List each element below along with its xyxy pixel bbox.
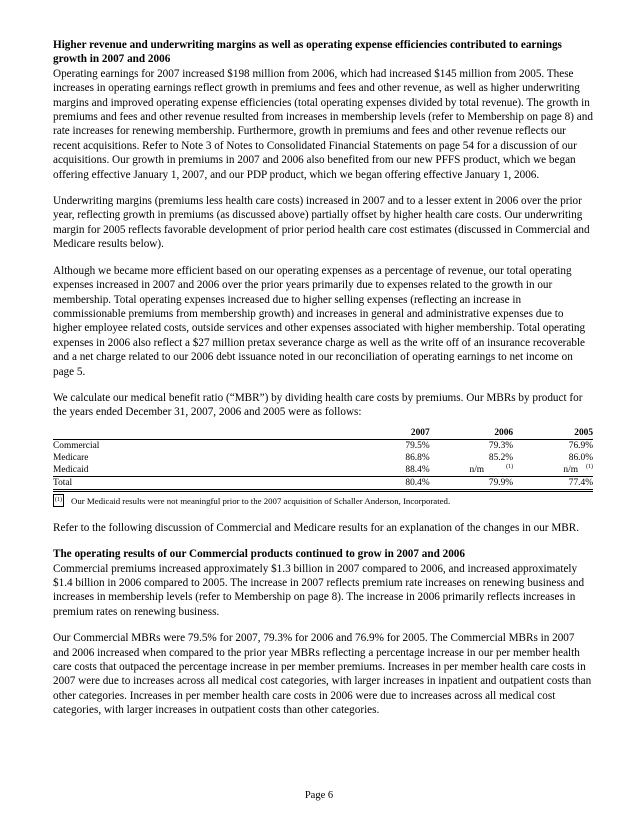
cell-2007: 86.8% — [405, 452, 430, 463]
footnote-ref: (1) — [586, 463, 593, 470]
cell-2005: 76.9% — [568, 440, 593, 451]
mbr-table — [53, 428, 593, 492]
footnote-ref: (1) — [506, 463, 514, 470]
cell-2006: 85.2% — [488, 452, 514, 463]
cell-2005-value: n/m — [563, 464, 578, 475]
paragraph-operating-expenses: Although we became more efficient based on our operating expenses as a percentage of revenue, our total operating expenses increased in 2007 and 2006 over the prior years primarily due to expenses related to the growth in our membership. Total operating expenses increased due to higher selling expenses (reflecting an increase in commissionable premiums from membership growth) and increases in general and administrative expenses due to higher employee related costs, outside services and other expenses associated with higher membership. Total operating expenses in 2006 also reflect a $27 million pretax severance charge as well as the write off of an insurance recoverable and a net charge related to our 2006 debt issuance noted in our reconciliation of operating earnings to net income on page 5. — [53, 264, 586, 378]
table-row — [53, 439, 593, 452]
cell-2007: 80.4% — [99, 476, 429, 490]
table-row — [53, 452, 593, 464]
paragraph-commercial-premiums: Commercial premiums increased approximately $1.3 billion in 2007 compared to 2006, and increased approximately $1.4 billion in 2006 compared to 2005. The increase in 2007 reflects premium rate increases on renewing business and increases in membership levels (refer to Membership on page 8). The increase in 2006 primarily reflects increases in premium rates on renewing business. — [53, 562, 585, 618]
cell-2006: 79.9% — [430, 476, 513, 490]
mbr-table-header-row — [53, 428, 593, 440]
cell-2005: 86.0% — [568, 452, 593, 463]
footnote-marker: (1) — [53, 494, 64, 507]
cell-2006: 79.3% — [488, 440, 514, 451]
header-2006: 2006 — [430, 428, 513, 440]
document-page — [53, 38, 593, 718]
paragraph-refer-discussion: Refer to the following discussion of Commercial and Medicare results for an explanation of the changes in our MBR. — [53, 521, 579, 534]
paragraph-commercial-mbrs: Our Commercial MBRs were 79.5% for 2007, 79.3% for 2006 and 76.9% for 2005. The Commercial MBRs in 2007 and 2006 increased when compared to the prior year MBRs reflecting a percentage increase in our per member health care costs that outpaced the percentage increase in per member premiums. Increases in per member health care costs in 2007 were due to increases across all medical cost categories, with larger increases in inpatient and outpatient costs than other categories. Increases in per member health care costs in 2006 were due to increases across all medical cost categories, with larger increases in outpatient costs than other categories. — [53, 632, 592, 717]
row-label: Commercial — [53, 440, 100, 451]
footnote-text: Our Medicaid results were not meaningful prior to the 2007 acquisition of Schaller Anderson, Incorporated. — [71, 495, 451, 506]
cell-2007: 88.4% — [99, 464, 429, 477]
cell-2005: 77.4% — [513, 476, 593, 490]
cell-2007: 79.5% — [405, 440, 430, 451]
section-heading-commercial: The operating results of our Commercial products continued to grow in 2007 and 2006 — [53, 548, 465, 561]
cell-2006 — [430, 464, 513, 477]
paragraph-underwriting-margins: Underwriting margins (premiums less health care costs) increased in 2007 and to a lesser extent in 2006 over the prior year, reflecting growth in premiums (as discussed above) partially offset by higher health care costs. Our underwriting margin for 2005 reflects favorable development of prior period health care cost estimates (discussed in Commercial and Medicare results below). — [53, 195, 590, 251]
header-2005: 2005 — [513, 428, 593, 440]
page-number: Page 6 — [304, 790, 334, 801]
paragraph-mbr-definition: We calculate our medical benefit ratio (“MBR”) by dividing health care costs by premiums. Our MBRs by product for the years ended December 31, 2007, 2006 and 2005 were as follows: — [53, 391, 583, 419]
section-heading-earnings: Higher revenue and underwriting margins as well as operating expense efficiencies contributed to earnings growth in 2007 and 2006 — [53, 39, 562, 66]
row-label: Medicare — [53, 452, 89, 463]
table-row — [53, 464, 593, 477]
cell-2005 — [513, 464, 593, 477]
table-row-total — [53, 476, 593, 490]
row-label: Medicaid — [53, 464, 99, 477]
paragraph-operating-earnings: Operating earnings for 2007 increased $198 million from 2006, which had increased $145 million from 2005. These increases in operating earnings reflect growth in premiums and fees and other revenue, as well as higher underwriting margins and improved operating expense efficiencies (total operating expenses divided by total revenue). The growth in premiums and fees and other revenue resulted from increases in membership levels (refer to Membership on page 8) and rate increases for renewing membership. Furthermore, growth in premiums and fees and other revenue reflects our recent acquisitions. Refer to Note 3 of Notes to Consolidated Financial Statements on page 54 for a discussion of our acquisitions. Our growth in premiums in 2007 and 2006 also benefited from our new PFFS product, which we began offering effective January 1, 2007, and our PDP product, which we began offering effective January 1, 2006. — [53, 67, 593, 181]
cell-2006-value: n/m — [469, 464, 485, 475]
row-label: Total — [53, 476, 99, 490]
table-footnote — [53, 496, 593, 507]
header-2007: 2007 — [99, 428, 429, 440]
